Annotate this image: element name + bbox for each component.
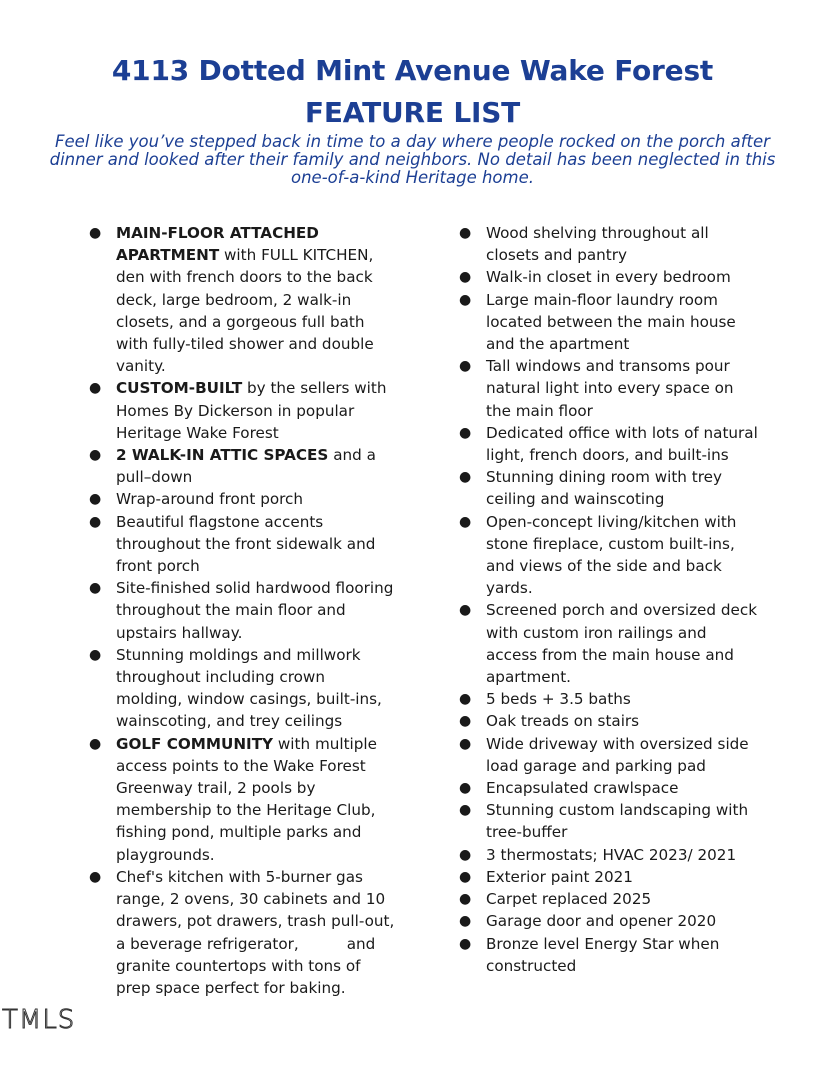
item-text: and a pull–down [116, 446, 376, 487]
item-text: Garage door and opener 2020 [486, 912, 717, 931]
list-item [89, 733, 395, 866]
bullet-icon: ● [459, 424, 472, 441]
list-item [459, 888, 759, 910]
item-text: Stunning moldings and millwork throughout including crown molding, window casings, built-ins, wainscoting, and trey ceilings [116, 645, 382, 731]
list-item [459, 710, 759, 732]
list-item [89, 488, 395, 510]
bullet-icon: ● [89, 580, 102, 597]
item-text: Site-finished solid hardwood flooring throughout the main floor and upstairs hallway. [116, 579, 394, 642]
list-item [459, 799, 759, 843]
bullet-icon: ● [459, 691, 472, 708]
list-item [459, 266, 759, 288]
bullet-icon: ● [459, 291, 472, 308]
feature-list-right [459, 222, 759, 977]
item-text: Beautiful flagstone accents throughout the front sidewalk and front porch [116, 512, 376, 576]
item-text: Encapsulated crawlspace [486, 779, 679, 798]
item-text: Screened porch and oversized deck with custom iron railings and access from the main house and apartment. [486, 601, 757, 687]
list-item [459, 599, 759, 688]
bullet-icon: ● [459, 780, 472, 797]
bullet-icon: ● [89, 380, 102, 397]
list-item [459, 733, 759, 777]
item-text: Tall windows and transoms pour natural light into every space on the main floor [486, 357, 734, 420]
item-text: Stunning dining room with trey ceiling and wainscoting [486, 468, 722, 509]
item-text: Wood shelving throughout all closets and pantry [486, 224, 709, 265]
list-item [459, 511, 759, 600]
item-text: Exterior paint 2021 [486, 867, 633, 886]
bullet-icon: ● [459, 913, 472, 930]
bullet-icon: ● [89, 868, 102, 885]
item-text: Dedicated office with lots of natural light, french doors, and built-ins [486, 423, 758, 465]
item-text: Open-concept living/kitchen with stone fireplace, custom built-ins, and views of the side and back yards. [486, 512, 737, 598]
bullet-icon: ● [89, 225, 102, 241]
bullet-icon: ● [459, 269, 472, 286]
item-text: with FULL KITCHEN, den with french doors to the back deck, large bedroom, 2 walk-in closets, and a gorgeous full bath with fully-tiled shower and double vanity. [116, 246, 374, 376]
list-item [459, 933, 759, 977]
item-text: Oak treads on stairs [486, 712, 640, 731]
list-item [89, 577, 395, 644]
item-bold-text: GOLF COMMUNITY [116, 734, 274, 753]
bullet-icon: ● [459, 935, 472, 952]
page-title: 4113 Dotted Mint Avenue Wake Forest [111, 54, 714, 87]
bullet-icon: ● [459, 891, 472, 908]
list-item [459, 355, 759, 422]
list-item [459, 688, 759, 710]
item-text: and granite countertops with tons of prep space perfect for baking. [116, 934, 376, 997]
bullet-icon: ● [459, 868, 472, 885]
bullet-icon: ● [459, 469, 472, 486]
bullet-icon: ● [459, 846, 472, 863]
item-bold-text: CUSTOM-BUILT [116, 379, 243, 398]
item-text: Wide driveway with oversized side load garage and parking pad [486, 734, 749, 775]
bullet-icon: ● [89, 646, 102, 663]
item-text: Carpet replaced 2025 [486, 890, 652, 909]
mls-watermark: TMLS [2, 1005, 76, 1035]
bullet-icon: ● [89, 513, 102, 530]
item-text: by the sellers with Homes By Dickerson in popular Heritage Wake Forest [116, 379, 387, 442]
item-bold-text: MAIN-FLOOR ATTACHED APARTMENT [116, 224, 319, 265]
bullet-icon: ● [89, 447, 102, 464]
list-item [459, 222, 759, 266]
bullet-icon: ● [459, 513, 472, 530]
list-item [459, 866, 759, 888]
item-text: Large main-floor laundry room located between the main house and the apartment [486, 290, 736, 354]
list-item [459, 910, 759, 932]
item-text: Chef's kitchen with 5-burner gas range, 2 ovens, 30 cabinets and 10 drawers, pot drawers, trash pull-out, a beverage refrigerator, [116, 867, 395, 953]
list-item [89, 444, 395, 488]
list-item [459, 466, 759, 510]
item-text: 3 thermostats; HVAC 2023/ 2021 [486, 845, 737, 864]
list-item [89, 222, 395, 377]
item-bold-text: 2 WALK-IN ATTIC SPACES [116, 446, 329, 465]
list-item [89, 377, 395, 444]
item-text: Bronze level Energy Star when constructed [486, 934, 720, 975]
tagline: Feel like you’ve stepped back in time to a day where people rocked on the porch after dinner and looked after their family and neighbors. No detail has been neglected in this one-of-a-kind Heritage home. [49, 132, 776, 187]
item-text: Stunning custom landscaping with tree-buffer [486, 801, 749, 842]
bullet-icon: ● [459, 602, 472, 619]
bullet-icon: ● [89, 491, 102, 508]
list-item [89, 644, 395, 733]
item-text: 5 beds + 3.5 baths [486, 690, 631, 709]
feature-list-left [89, 222, 395, 999]
bullet-icon: ● [459, 735, 472, 752]
bullet-icon: ● [459, 713, 472, 730]
list-item [459, 844, 759, 866]
item-text: Wrap-around front porch [116, 490, 304, 509]
list-item [459, 777, 759, 799]
bullet-icon: ● [459, 802, 472, 819]
item-text: with multiple access points to the Wake Forest Greenway trail, 2 pools by membership to the Heritage Club, fishing pond, multiple parks and playgrounds. [116, 734, 377, 864]
bullet-icon: ● [459, 225, 472, 241]
bullet-icon: ● [89, 735, 102, 752]
list-item [89, 866, 395, 999]
list-item [89, 511, 395, 578]
bullet-icon: ● [459, 358, 472, 375]
item-text: Walk-in closet in every bedroom [486, 268, 731, 287]
list-item [459, 422, 759, 466]
page-subtitle: FEATURE LIST [304, 96, 521, 129]
list-item [459, 289, 759, 356]
